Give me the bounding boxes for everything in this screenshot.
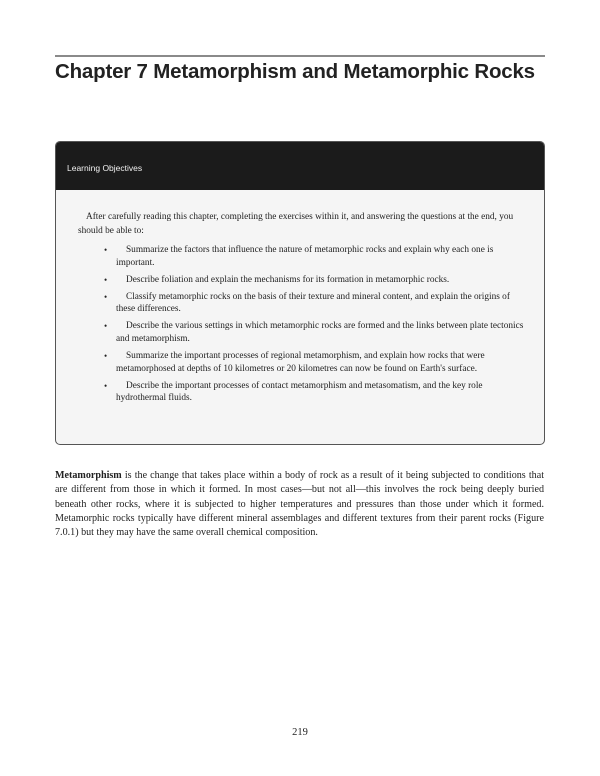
bullet-icon: • bbox=[104, 321, 108, 332]
list-item-text: Describe the various settings in which metamorphic rocks are formed and the links between plate tectonics and metamorphism. bbox=[116, 321, 524, 345]
body-paragraph bbox=[55, 469, 544, 540]
list-item-text: Describe foliation and explain the mechanisms for its formation in metamorphic rocks. bbox=[126, 274, 450, 285]
list-item-text: Classify metamorphic rocks on the basis of their texture and mineral content, and explain the origins of these differences. bbox=[116, 291, 510, 315]
learning-objectives-intro: After carefully reading this chapter, completing the exercises within it, and answering the questions at the end, you should be able to: bbox=[78, 212, 514, 236]
bullet-icon: • bbox=[104, 245, 108, 255]
list-item bbox=[96, 380, 524, 405]
learning-objectives-list bbox=[96, 244, 524, 405]
list-item bbox=[96, 244, 524, 269]
body-paragraph-text: is the change that takes place within a body of rock as a result of it being subjected to conditions that are different from those in which it formed. In most cases—but not all—this involves the rock being deeply buried beneath other rocks, where it is subjected to higher temperatures and pressures than those under which it formed. Metamorphic rocks typically have different mineral assemblages and different textures from their parent rocks (Figure 7.0.1) but they may have the same overall chemical composition. bbox=[55, 470, 544, 538]
list-item bbox=[96, 350, 524, 375]
chapter-title: Chapter 7 Metamorphism and Metamorphic Rocks bbox=[55, 60, 535, 83]
bullet-icon: • bbox=[104, 274, 108, 285]
list-item bbox=[96, 291, 524, 316]
list-item bbox=[96, 274, 524, 287]
list-item-text: Summarize the factors that influence the nature of metamorphic rocks and explain why each one is important. bbox=[116, 245, 494, 268]
header-rule bbox=[55, 55, 545, 57]
learning-objectives-heading: Learning Objectives bbox=[56, 142, 544, 190]
list-item-text: Summarize the important processes of regional metamorphism, and explain how rocks that were metamorphosed at depths of 10 kilometres or 20 kilometres can now be found on Earth's surface. bbox=[116, 351, 485, 374]
page-number: 219 bbox=[292, 727, 308, 738]
bullet-icon: • bbox=[104, 380, 108, 391]
bullet-icon: • bbox=[104, 291, 108, 302]
bullet-icon: • bbox=[104, 351, 108, 362]
list-item-text: Describe the important processes of contact metamorphism and metasomatism, and the key role hydrothermal fluids. bbox=[116, 380, 483, 404]
learning-objectives-box bbox=[55, 141, 545, 445]
list-item bbox=[96, 320, 524, 345]
key-term: Metamorphism bbox=[55, 470, 122, 482]
